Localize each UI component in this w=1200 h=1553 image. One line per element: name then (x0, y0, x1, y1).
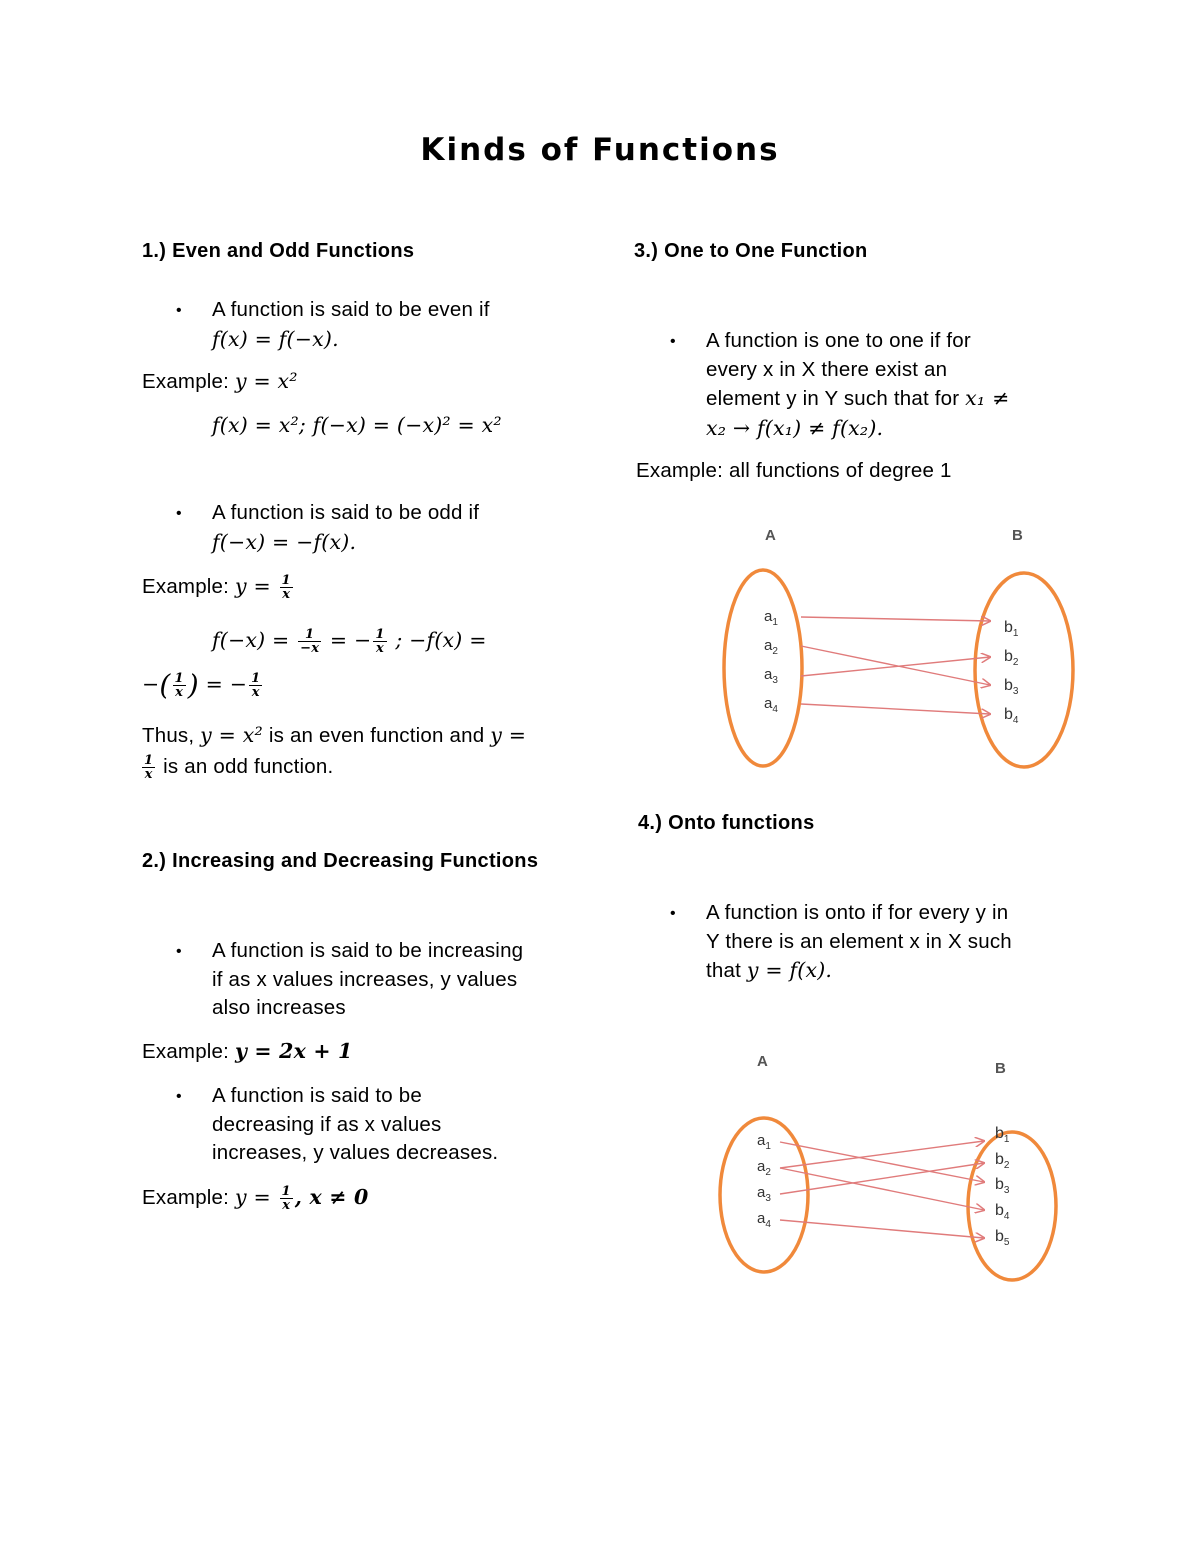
set-b-label: B (995, 1060, 1006, 1077)
odd-example-work-line1: f(−x) = $\frac{1}{-x}$ = − $\frac{1}{x}$ ; −f(x) = (212, 627, 487, 656)
element-a2: $a_2$ (757, 1158, 771, 1178)
bullet-icon: • (670, 905, 676, 922)
bullet-icon: • (176, 1088, 182, 1105)
codomain-elements (1004, 619, 1019, 726)
set-a-label: A (765, 527, 776, 544)
element-b5: $b_5$ (995, 1228, 1010, 1248)
element-b4: $b_4$ (1004, 706, 1019, 726)
even-example: Example: y = x² (142, 369, 298, 393)
domain-elements (764, 608, 778, 715)
element-b3: $b_3$ (995, 1176, 1010, 1196)
element-a3: $a_3$ (764, 666, 778, 686)
arrow-a2-b3 (801, 646, 990, 685)
element-b2: $b_2$ (1004, 648, 1019, 668)
onto-definition: A function is onto if for every y in Y there is an element x in X such that y = f(x). (706, 901, 1012, 982)
element-a2: $a_2$ (764, 637, 778, 657)
arrow-a3-b2 (801, 657, 990, 676)
section-2-heading: 2.) Increasing and Decreasing Functions (142, 850, 539, 872)
page-title: Kinds of Functions (420, 132, 780, 168)
bullet-icon: • (176, 505, 182, 522)
codomain-oval (975, 573, 1073, 767)
codomain-elements (995, 1125, 1010, 1248)
arrow-a1-b3 (780, 1142, 984, 1182)
element-a3: $a_3$ (757, 1184, 771, 1204)
decreasing-definition: A function is said to be decreasing if as x values increases, y values decreases. (212, 1084, 499, 1164)
domain-oval (724, 570, 802, 766)
odd-example-work-line2: −( $\frac{1}{x}$ ) = − $\frac{1}{x}$ (142, 668, 261, 702)
arrow-a4-b5 (780, 1220, 984, 1238)
set-a-label: A (757, 1053, 768, 1070)
even-definition: A function is said to be even if f(x) = f(−x). (212, 298, 490, 351)
even-example-work: f(x) = x²; f(−x) = (−x)² = x² (212, 413, 502, 437)
arrow-a2-b1 (780, 1141, 984, 1168)
codomain-oval (968, 1132, 1056, 1280)
element-a4: $a_4$ (757, 1210, 771, 1230)
section-1-heading: 1.) Even and Odd Functions (142, 240, 415, 262)
element-b1: $b_1$ (995, 1125, 1010, 1145)
odd-definition: A function is said to be odd if f(−x) = −f(x). (212, 501, 480, 554)
arrow-a4-b4 (801, 704, 990, 714)
element-a4: $a_4$ (764, 695, 778, 715)
element-a1: $a_1$ (764, 608, 778, 628)
onto-mapping-diagram (700, 1045, 1100, 1295)
odd-example: Example: y = $\frac{1}{x}$ (142, 573, 291, 603)
set-b-label: B (1012, 527, 1023, 544)
element-a1: $a_1$ (757, 1132, 771, 1152)
element-b3: $b_3$ (1004, 677, 1019, 697)
increasing-definition: A function is said to be increasing if as x values increases, y values also increases (212, 939, 524, 1019)
one-to-one-definition: A function is one to one if for every x in X there exist an element y in Y such that for x₁ ≠ x₂ → f(x₁) ≠ f(x₂). (706, 329, 1010, 440)
arrow-a1-b1 (801, 617, 990, 621)
one-to-one-mapping-diagram (700, 515, 1100, 785)
bullet-icon: • (176, 302, 182, 319)
element-b1: $b_1$ (1004, 619, 1019, 639)
section-4-heading: 4.) Onto functions (638, 812, 815, 834)
decreasing-example: Example: y = $\frac{1}{x}$ , x ≠ 0 (142, 1184, 369, 1214)
mapping-arrows (780, 1141, 984, 1238)
section-3-heading: 3.) One to One Function (634, 240, 868, 262)
bullet-icon: • (176, 943, 182, 960)
thus-statement: Thus, y = x² is an even function and y = $\frac{1}{x}$ is an odd function. (142, 723, 527, 782)
one-to-one-example: Example: all functions of degree 1 (636, 459, 952, 482)
increasing-example: Example: y = 2x + 1 (142, 1039, 353, 1063)
mapping-arrows (801, 617, 990, 714)
element-b4: $b_4$ (995, 1202, 1010, 1222)
element-b2: $b_2$ (995, 1151, 1010, 1171)
domain-elements (757, 1132, 771, 1230)
bullet-icon: • (670, 333, 676, 350)
